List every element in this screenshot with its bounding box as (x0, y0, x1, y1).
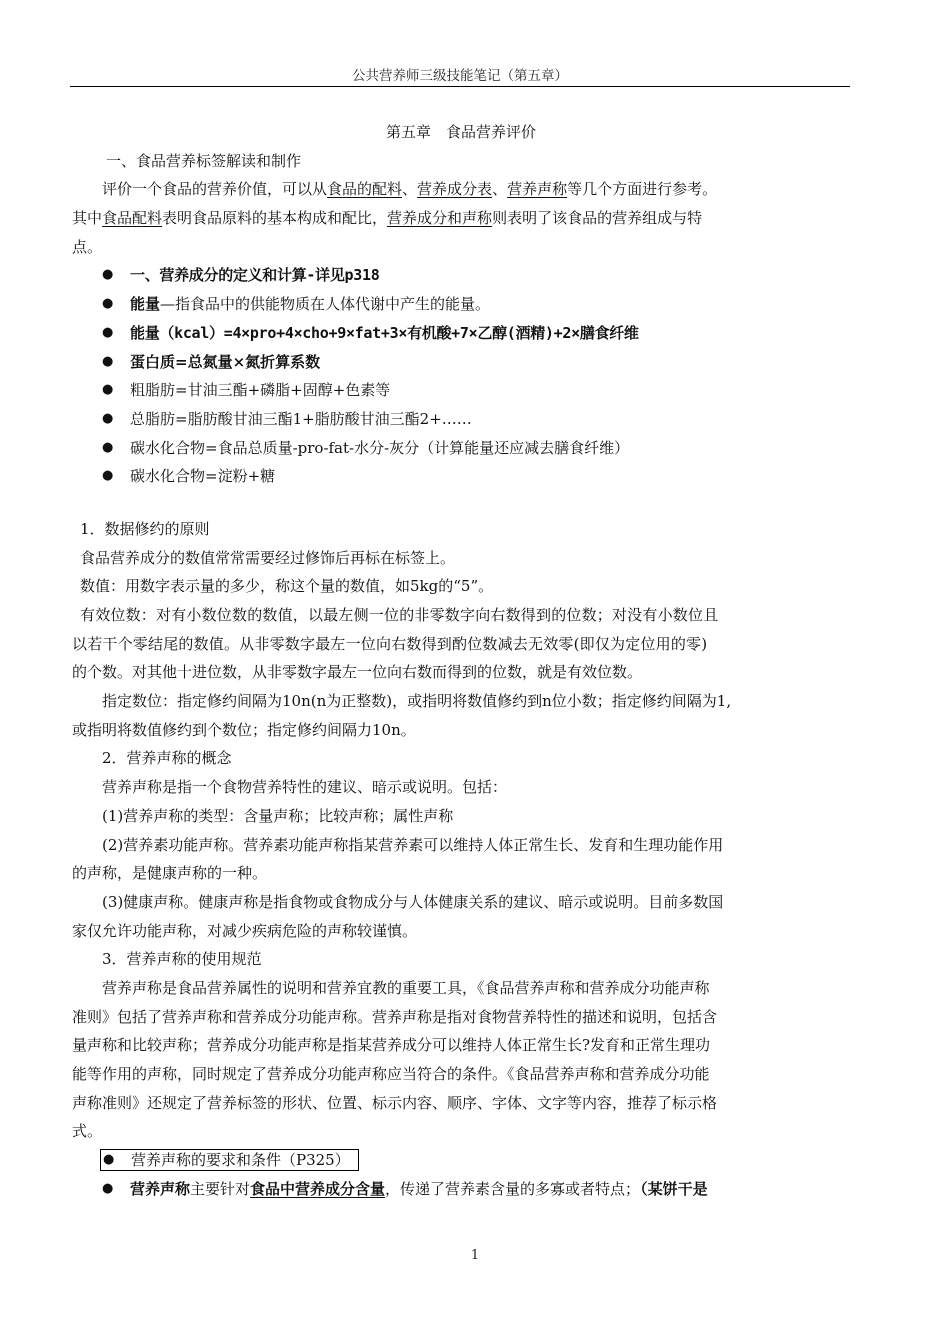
paragraph-line: (2)营养素功能声称。营养素功能声称指某营养素可以维持人体正常生长、发育和生理功能作用 (102, 835, 724, 854)
bullet-item: ● 蛋白质=总氮量×氮折算系数 (72, 348, 850, 377)
bullet-item: ● 总脂肪=脂肪酸甘油三酯1+脂肪酸甘油三酯2+…… (72, 405, 850, 434)
paragraph-line: (3)健康声称。健康声称是指食物或食物成分与人体健康关系的建议、暗示或说明。目前多数国 (102, 892, 724, 911)
bullet-dot-icon: ● (103, 1152, 115, 1168)
paragraph-line: 有效位数：对有小数位数的数值，以最左侧一位的非零数字向右数得到的位数；对没有小数位且 (80, 606, 719, 624)
page-content (72, 118, 850, 1203)
underlined-term: 食品配料 (102, 209, 163, 228)
intro-line-1: 评价一个食品的营养价值，可以从食品的配料、营养成分表、营养声称等几个方面进行参考。 (102, 180, 718, 199)
bullet-dot-icon: ● (102, 296, 114, 312)
bullet-dot-icon: ● (102, 410, 114, 426)
subsection-heading: 1．数据修约的原则 (80, 519, 210, 538)
paragraph-line: 以若干个零结尾的数值。从非零数字最左一位向右数得到酌位数减去无效零(即仅为定位用的零) (72, 634, 708, 653)
running-header: 公共营养师三级技能笔记（第五章） (352, 68, 568, 84)
bullet-item: ● 碳水化合物=淀粉+糖 (72, 462, 850, 491)
underlined-term: 营养成分和声称 (387, 209, 493, 228)
bullet-item: ● 碳水化合物=食品总质量-pro-fat-水分-灰分（计算能量还应减去膳食纤维） (72, 434, 850, 463)
boxed-bullet-item (72, 1146, 850, 1175)
bullet-item: ● 能量（kcal）=4×pro+4×cho+9×fat+3×有机酸+7×乙醇(酒精)+2×膳食纤维 (72, 319, 850, 348)
underlined-term: 食品中营养成分含量 (250, 1179, 386, 1198)
paragraph-line: 式。 (72, 1122, 103, 1141)
page-number: 1 (470, 1248, 480, 1263)
underlined-term: 营养声称 (507, 180, 568, 199)
bullet-dot-icon: ● (102, 267, 114, 283)
bullet-dot-icon: ● (102, 1180, 114, 1196)
paragraph-line: 准则》包括了营养声称和营养成分功能声称。营养声称是指对食物营养特性的描述和说明，包括含 (72, 1007, 718, 1026)
paragraph-line: 量声称和比较声称；营养成分功能声称是指某营养成分可以维持人体正常生长?发育和正常生理功 (72, 1036, 711, 1055)
bullet-dot-icon: ● (102, 324, 114, 340)
bullet-dot-icon: ● (102, 439, 114, 455)
paragraph-line: 家仅允许功能声称，对减少疾病危险的声称较谨慎。 (72, 921, 418, 940)
intro-line-2: 其中食品配料表明食品原料的基本构成和配比，营养成分和声称则表明了该食品的营养组成与特 (72, 209, 703, 228)
spacer (72, 491, 850, 515)
boxed-note: ● 营养声称的要求和条件（P325） (100, 1149, 359, 1171)
paragraph-line: 数值：用数字表示量的多少，称这个量的数值，如5kg的“5”。 (80, 577, 494, 596)
paragraph-line: (1)营养声称的类型：含量声称；比较声称；属性声称 (102, 806, 454, 825)
paragraph-line: 指定数位：指定修约间隔为10n(n为正整数)，或指明将数值修约到n位小数；指定修约间隔为1, (102, 692, 732, 711)
bullet-item: ● 粗脂肪=甘油三酯+磷脂+固醇+色素等 (72, 376, 850, 405)
subsection-heading: 3．营养声称的使用规范 (102, 950, 262, 969)
paragraph-line: 食品营养成分的数值常常需要经过修饰后再标在标签上。 (80, 548, 456, 567)
paragraph-line: 或指明将数值修约到个数位；指定修约间隔力10n。 (72, 720, 416, 739)
chapter-title: 第五章 食品营养评价 (385, 123, 536, 141)
underlined-term: 食品的配料 (327, 180, 403, 199)
paragraph-line: 能等作用的声称，同时规定了营养成分功能声称应当符合的条件。《食品营养声称和营养成分功能 (72, 1065, 710, 1083)
section-heading: 一、食品营养标签解读和制作 (106, 151, 302, 170)
underlined-term: 营养成分表 (417, 180, 493, 199)
bullet-dot-icon: ● (102, 353, 114, 369)
bullet-dot-icon: ● (102, 382, 114, 398)
paragraph-line: 的声称，是健康声称的一种。 (72, 864, 268, 883)
header-divider (70, 86, 850, 87)
paragraph-line: 营养声称是指一个食物营养特性的建议、暗示或说明。包括： (102, 778, 508, 797)
paragraph-line: 声称准则》还规定了营养标签的形状、位置、标示内容、顺序、字体、文字等内容，推荐了标示格 (72, 1093, 718, 1112)
paragraph-line: 的个数。对其他十进位数，从非零数字最左一位向右数而得到的位数，就是有效位数。 (72, 663, 643, 682)
subsection-heading: 2．营养声称的概念 (102, 749, 232, 768)
paragraph-line: 营养声称是食品营养属性的说明和营养宜教的重要工具，《食品营养声称和营养成分功能声称 (102, 978, 710, 997)
bullet-item: ● 能量—指食品中的供能物质在人体代谢中产生的能量。 (72, 290, 850, 319)
bullet-dot-icon: ● (102, 468, 114, 484)
intro-line-3: 点。 (72, 237, 103, 256)
bullet-item: ● 一、营养成分的定义和计算-详见p318 (72, 261, 850, 290)
bullet-item: ● 营养声称主要针对食品中营养成分含量，传递了营养素含量的多寡或者特点；（某饼干是 (72, 1175, 850, 1204)
